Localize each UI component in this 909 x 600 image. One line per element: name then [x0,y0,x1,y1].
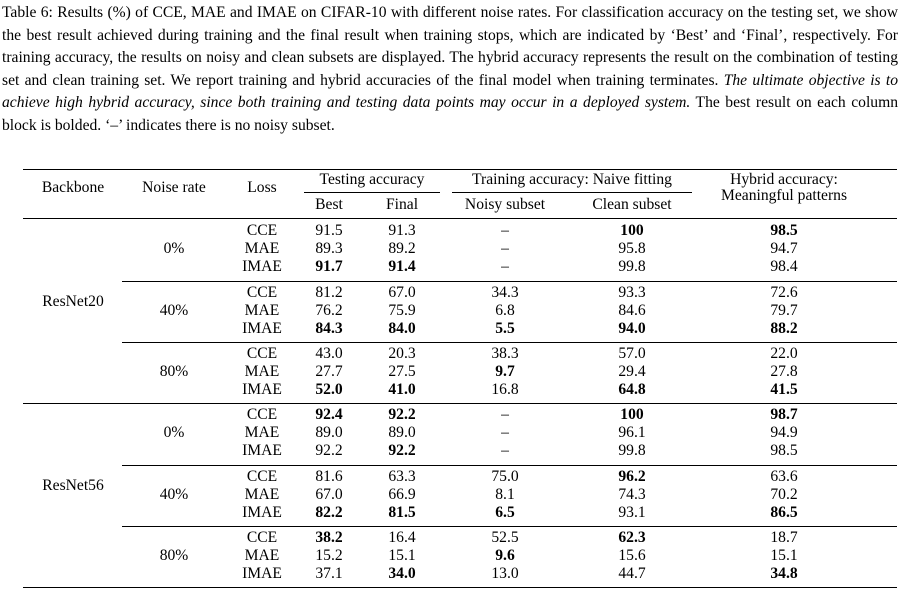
header-noise-rate: Noise rate [142,179,206,196]
table-cell-noisy: – [501,240,509,257]
table-cell-clean: 57.0 [618,345,646,362]
table-cell-best: 91.7 [315,258,343,275]
table-cell-final: 67.0 [388,284,416,301]
group-rule [122,281,897,282]
table-cell-final: 20.3 [388,345,416,362]
caption-text-end: The best result on each column block is bolded. ‘–’ indicates there is no noisy subset. [2,94,899,134]
table-cell-clean: 96.1 [618,424,646,441]
caption-text: Table 6: Results (%) of CCE, MAE and IMAE on CIFAR-10 with different noise rates. For classification accuracy on the testing set, we show the best result achieved during training and the final result when training stops, which are indicated by ‘Best’ and ‘Final’, respectively. For training accuracy, the results on noisy and clean subsets are displayed. The hybrid accuracy represents the result on the combination of testing set and clean training set. We report training and hybrid accuracies of the final model when training terminates. [2,4,898,89]
table-cell-noisy: 6.5 [495,504,515,521]
table-cell-best: 52.0 [315,381,343,398]
table-cell-hybrid: 63.6 [770,468,798,485]
table-cell-final: 92.2 [388,406,416,423]
table-cell-final: 34.0 [388,565,416,582]
header-meaningful-patterns: Meaningful patterns [720,187,848,204]
noise-rate-cell: 80% [159,547,189,564]
table-cell-noisy: 16.8 [491,381,519,398]
table-cell-hybrid: 70.2 [770,486,798,503]
testing-cmidrule [304,192,440,193]
table-cell-noisy: 38.3 [491,345,519,362]
noise-rate-cell: 80% [159,363,189,380]
table-cell-final: 15.1 [388,547,416,564]
table-cell-best: 92.4 [315,406,343,423]
loss-name-cell: MAE [244,302,280,319]
table-cell-clean: 93.3 [618,284,646,301]
loss-name-cell: IMAE [242,565,282,582]
noise-rate-cell: 0% [163,424,185,441]
group-rule [122,526,897,527]
table-cell-best: 81.6 [315,468,343,485]
table-cell-clean: 99.8 [618,258,646,275]
table-cell-final: 16.4 [388,529,416,546]
table-cell-final: 41.0 [388,381,416,398]
table-cell-clean: 99.8 [618,442,646,459]
loss-name-cell: MAE [244,424,280,441]
table-cell-best: 89.0 [315,424,343,441]
noise-rate-cell: 40% [159,486,189,503]
table-cell-best: 43.0 [315,345,343,362]
table-cell-hybrid: 34.8 [770,565,798,582]
loss-name-cell: MAE [244,486,280,503]
loss-name-cell: CCE [246,222,278,239]
table-cell-final: 81.5 [388,504,416,521]
table-cell-best: 37.1 [315,565,343,582]
table-cell-best: 38.2 [315,529,343,546]
noise-rate-cell: 0% [163,240,185,257]
table-cell-clean: 29.4 [618,363,646,380]
table-cell-clean: 95.8 [618,240,646,257]
table-cell-best: 81.2 [315,284,343,301]
table-cell-noisy: 34.3 [491,284,519,301]
loss-name-cell: CCE [246,468,278,485]
header-noisy-subset: Noisy subset [464,196,546,213]
loss-name-cell: IMAE [242,442,282,459]
backbone-label: ResNet20 [42,293,104,310]
table-cell-noisy: 13.0 [491,565,519,582]
loss-name-cell: MAE [244,547,280,564]
table-cell-final: 89.2 [388,240,416,257]
table-cell-hybrid: 72.6 [770,284,798,301]
training-cmidrule [452,192,692,193]
table-cell-hybrid: 86.5 [770,504,798,521]
header-clean-subset: Clean subset [592,196,672,213]
table-cell-best: 15.2 [315,547,343,564]
table-cell-final: 27.5 [388,363,416,380]
loss-name-cell: IMAE [242,320,282,337]
table-cell-clean: 44.7 [618,565,646,582]
table-cell-clean: 62.3 [618,529,646,546]
table-cell-noisy: 52.5 [491,529,519,546]
header-loss: Loss [247,179,277,196]
backbone-rule [23,403,897,404]
header-training-accuracy: Training accuracy: Naive fitting [472,171,672,188]
table-cell-final: 63.3 [388,468,416,485]
loss-name-cell: IMAE [242,381,282,398]
table-cell-hybrid: 98.5 [770,442,798,459]
table-cell-noisy: 9.6 [495,547,515,564]
caption-emphasis: The ultimate objective is to achieve high hybrid accuracy, since both training and testing data points may occur in a deployed system. [2,71,899,111]
table-cell-best: 91.5 [315,222,343,239]
table-cell-best: 27.7 [315,363,343,380]
table-cell-clean: 100 [620,406,644,423]
table-cell-hybrid: 27.8 [770,363,798,380]
loss-name-cell: MAE [244,363,280,380]
table-cell-noisy: 9.7 [495,363,515,380]
header-rule [23,218,897,219]
table-cell-hybrid: 98.5 [770,222,798,239]
table-cell-noisy: 8.1 [495,486,515,503]
header-hybrid-accuracy: Hybrid accuracy: [730,171,838,188]
table-cell-best: 67.0 [315,486,343,503]
loss-name-cell: CCE [246,529,278,546]
loss-name-cell: IMAE [242,504,282,521]
table-cell-clean: 94.0 [618,320,646,337]
table-cell-clean: 84.6 [618,302,646,319]
table-cell-clean: 100 [620,222,644,239]
table-cell-hybrid: 15.1 [770,547,798,564]
table-cell-final: 91.4 [388,258,416,275]
table-cell-clean: 74.3 [618,486,646,503]
table-cell-best: 89.3 [315,240,343,257]
bottom-rule [23,587,897,588]
table-cell-best: 76.2 [315,302,343,319]
table-cell-noisy: 5.5 [495,320,515,337]
table-cell-hybrid: 22.0 [770,345,798,362]
table-cell-clean: 64.8 [618,381,646,398]
table-cell-final: 66.9 [388,486,416,503]
top-rule [23,169,897,170]
header-backbone: Backbone [41,179,105,196]
table-cell-hybrid: 94.7 [770,240,798,257]
table-cell-hybrid: 94.9 [770,424,798,441]
loss-name-cell: CCE [246,406,278,423]
header-best: Best [315,196,343,213]
table-cell-noisy: – [501,258,509,275]
table-cell-final: 75.9 [388,302,416,319]
table-cell-best: 84.3 [315,320,343,337]
table-cell-noisy: 6.8 [495,302,515,319]
group-rule [122,342,897,343]
table-cell-noisy: 75.0 [491,468,519,485]
table-cell-hybrid: 79.7 [770,302,798,319]
header-final: Final [385,196,419,213]
table-cell-clean: 96.2 [618,468,646,485]
table-cell-hybrid: 88.2 [770,320,798,337]
backbone-label: ResNet56 [42,477,104,494]
table-cell-noisy: – [501,222,509,239]
loss-name-cell: CCE [246,284,278,301]
table-cell-clean: 93.1 [618,504,646,521]
table-cell-hybrid: 18.7 [770,529,798,546]
table-cell-clean: 15.6 [618,547,646,564]
table-cell-hybrid: 98.7 [770,406,798,423]
table-cell-best: 82.2 [315,504,343,521]
table-cell-hybrid: 41.5 [770,381,798,398]
loss-name-cell: CCE [246,345,278,362]
table-cell-noisy: – [501,406,509,423]
table-cell-final: 89.0 [388,424,416,441]
loss-name-cell: IMAE [242,258,282,275]
table-cell-noisy: – [501,424,509,441]
table-cell-best: 92.2 [315,442,343,459]
header-testing-accuracy: Testing accuracy [319,171,425,188]
table-cell-hybrid: 98.4 [770,258,798,275]
table-cell-final: 91.3 [388,222,416,239]
table-cell-final: 84.0 [388,320,416,337]
group-rule [122,465,897,466]
table-cell-final: 92.2 [388,442,416,459]
table-cell-noisy: – [501,442,509,459]
loss-name-cell: MAE [244,240,280,257]
noise-rate-cell: 40% [159,302,189,319]
